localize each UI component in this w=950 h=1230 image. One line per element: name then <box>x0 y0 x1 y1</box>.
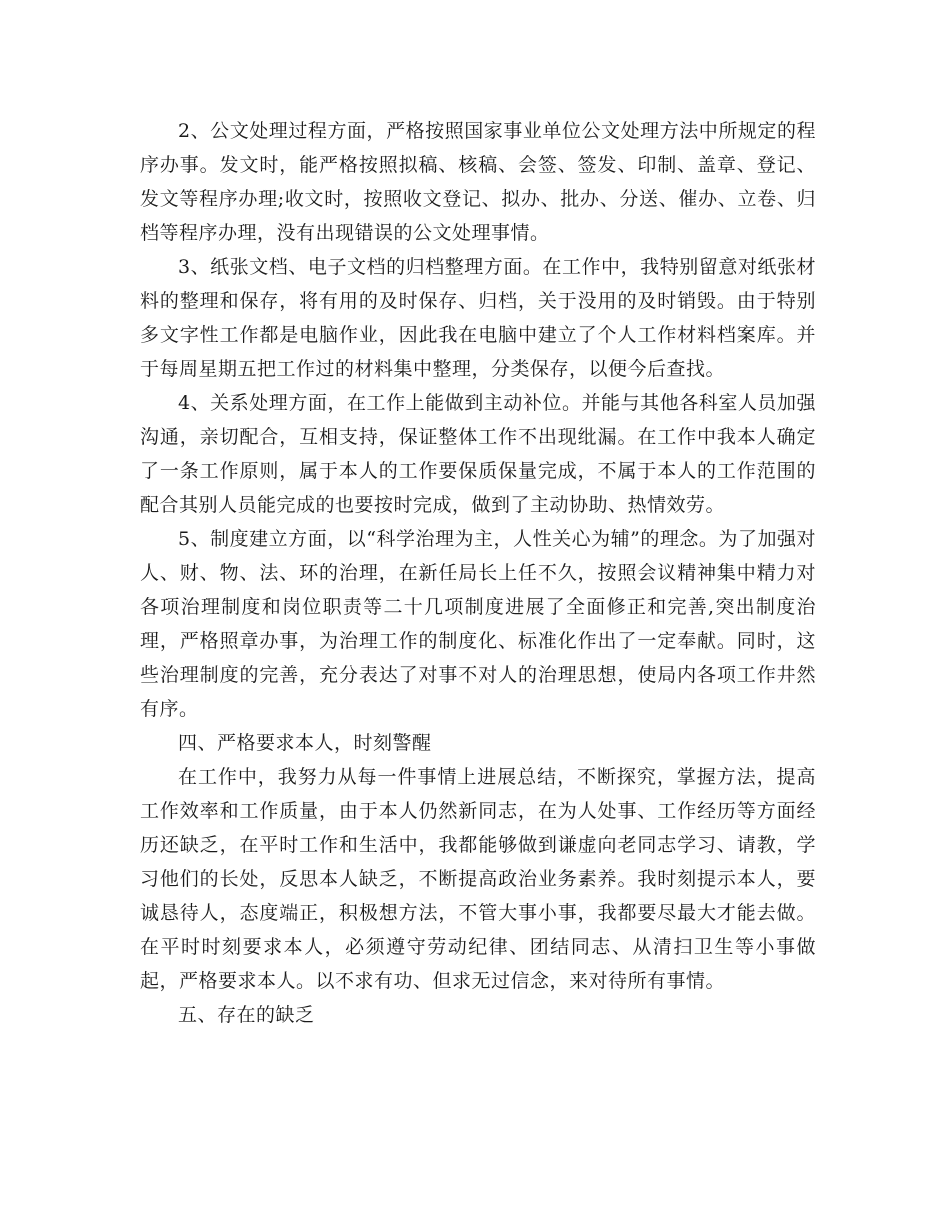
paragraph-item-4: 4、关系处理方面，在工作上能做到主动补位。并能与其他各科室人员加强沟通，亲切配合，互相支持，保证整体工作不出现纰漏。在工作中我本人确定了一条工作原则，属于本人的工作要保质保量完成，不属于本人的工作范围的配合其别人员能完成的也要按时完成，做到了主动协助、热情效劳。 <box>140 392 816 516</box>
paragraph-item-5: 5、制度建立方面，以“科学治理为主，人性关心为辅”的理念。为了加强对人、财、物、法、环的治理，在新任局长上任不久，按照会议精神集中精力对各项治理制度和岗位职责等二十几项制度进展了全面修正和完善,突出制度治理，严格照章办事，为治理工作的制度化、标准化作出了一定奉献。同时，这些治理制度的完善，充分表达了对事不对人的治理思想，使局内各项工作井然有序。 <box>140 528 816 720</box>
paragraph-item-2: 2、公文处理过程方面，严格按照国家事业单位公文处理方法中所规定的程序办事。发文时，能严格按照拟稿、核稿、会签、签发、印制、盖章、登记、发文等程序办理;收文时，按照收文登记、拟办、批办、分送、催办、立卷、归档等程序办理，没有出现错误的公文处理事情。 <box>140 120 816 244</box>
section-heading-5: 五、存在的缺乏 <box>178 1004 315 1026</box>
paragraph-self-discipline: 在工作中，我努力从每一件事情上进展总结，不断探究，掌握方法，提高工作效率和工作质量，由于本人仍然新同志，在为人处事、工作经历等方面经历还缺乏，在平时工作和生活中，我都能够做到谦虚向老同志学习、请教，学习他们的长处，反思本人缺乏，不断提高政治业务素养。我时刻提示本人，要诚恳待人，态度端正，积极想方法，不管大事小事，我都要尽最大才能去做。在平时时刻要求本人，必须遵守劳动纪律、团结同志、从清扫卫生等小事做起，严格要求本人。以不求有功、但求无过信念，来对待所有事情。 <box>140 766 816 992</box>
paragraph-item-3: 3、纸张文档、电子文档的归档整理方面。在工作中，我特别留意对纸张材料的整理和保存，将有用的及时保存、归档，关于没用的及时销毁。由于特别多文字性工作都是电脑作业，因此我在电脑中建立了个人工作材料档案库。并于每周星期五把工作过的材料集中整理，分类保存，以便今后查找。 <box>140 256 816 380</box>
section-heading-4: 四、严格要求本人，时刻警醒 <box>178 732 432 754</box>
document-body <box>140 114 816 1032</box>
